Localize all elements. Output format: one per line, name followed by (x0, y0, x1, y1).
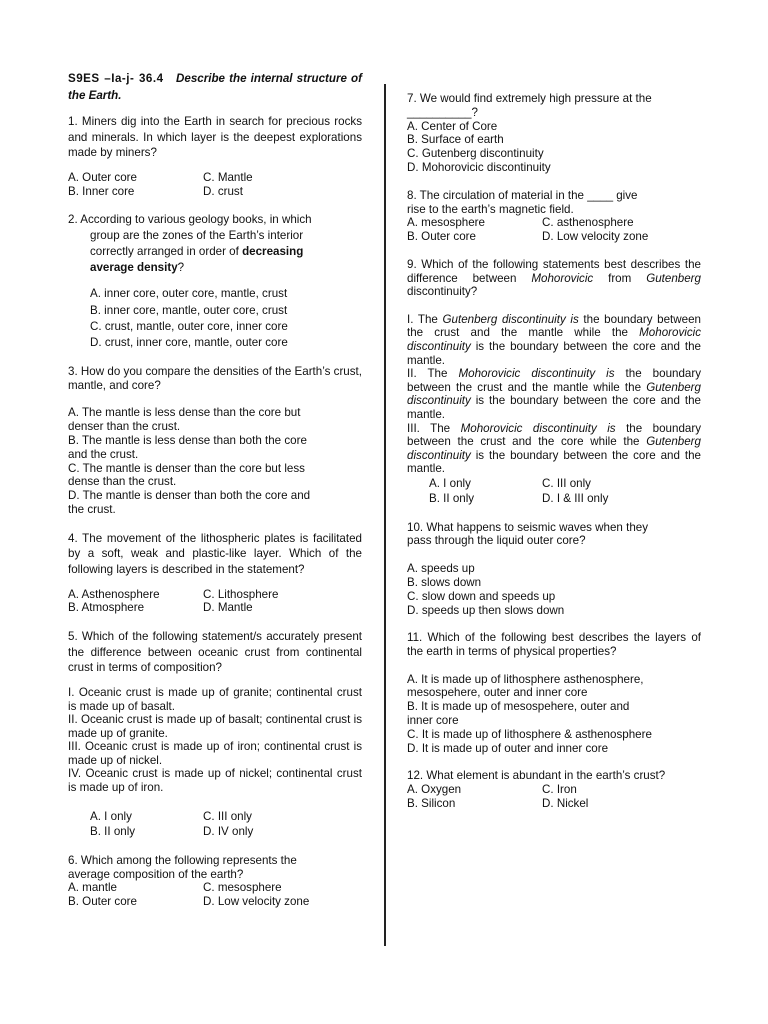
question-2-emphasis: average density (90, 261, 178, 275)
question-2-line: 2. According to various geology books, in which (68, 213, 312, 227)
question-2-line: correctly arranged in order of (90, 245, 243, 259)
choice-a-cont: mesospehere, outer and inner core (407, 686, 588, 700)
choice-b: B. Inner core (68, 184, 135, 198)
choice-d: D. Mantle (203, 601, 253, 615)
question-8-line: rise to the earth’s magnetic field. (407, 202, 574, 216)
statement-4: IV. Oceanic crust is made up of nickel; continental crust is made up of iron. (68, 767, 362, 795)
choice-c: C. Iron (542, 783, 577, 797)
question-6 (68, 854, 362, 909)
statement-italic: Mohorovicic discontinuity (407, 326, 701, 353)
question-4: 4. The movement of the lithospheric plates is facilitated by a soft, weak and plastic-like layer. Which of the following layers is described in the statement? (68, 531, 362, 576)
choice-d: D. crust, inner core, mantle, outer core (90, 335, 288, 349)
question-10-line: 10. What happens to seismic waves when they (407, 520, 649, 534)
choice-b: B. II only (429, 492, 475, 506)
statement-text: the boundary between the crust and the mantle while the (407, 312, 701, 340)
choice-c: C. slow down and speeds up (407, 589, 556, 603)
choice-b: B. The mantle is less dense than both the core (68, 433, 307, 447)
choice-a-cont: denser than the crust. (68, 420, 181, 434)
question-2 (68, 212, 362, 276)
question-9 (407, 258, 701, 299)
choice-c-cont: dense than the crust. (68, 475, 177, 489)
choice-d: D. speeds up then slows down (407, 603, 565, 617)
question-8-line: 8. The circulation of material in the ____ give (407, 188, 638, 202)
question-7-line: __________? (407, 105, 478, 119)
choice-d: D. crust (203, 184, 243, 198)
statement-text: III. The (407, 421, 461, 435)
choice-b-cont: and the crust. (68, 447, 139, 461)
statement-text: is the boundary between the core and the mantle. (407, 339, 701, 367)
choice-c: C. asthenosphere (542, 216, 634, 230)
choice-c: C. The mantle is denser than the core but less (68, 461, 305, 475)
statement-3: III. Oceanic crust is made up of iron; continental crust is made up of nickel. (68, 740, 362, 767)
question-8 (407, 189, 701, 244)
question-10-line: pass through the liquid outer core? (407, 534, 586, 548)
question-12: 12. What element is abundant in the earth’s crust? (407, 769, 666, 783)
choice-a: A. speeds up (407, 562, 475, 576)
choice-b: B. It is made up of mesospehere, outer and (407, 700, 630, 714)
choice-a: A. Outer core (68, 170, 137, 184)
question-2-line: group are the zones of the Earth’s interior (90, 229, 304, 243)
choice-a: A. It is made up of lithosphere asthenosphere, (407, 672, 644, 686)
question-9-statements (407, 313, 701, 476)
question-1-choices (68, 171, 362, 199)
choice-d: D. The mantle is denser than both the core and (68, 489, 311, 503)
choice-c: C. Lithosphere (203, 587, 279, 601)
question-4-choices (68, 588, 362, 616)
choice-a: A. I only (429, 476, 471, 490)
question-11: 11. Which of the following best describes the layers of the earth in terms of physical properties? (407, 631, 701, 659)
choice-c: C. III only (203, 809, 252, 823)
statement-2: II. Oceanic crust is made up of basalt; continental crust is made up of granite. (68, 713, 362, 740)
question-11-choices (407, 673, 701, 756)
statement-2 (407, 367, 701, 421)
choice-a: A. Oxygen (407, 783, 462, 797)
choice-d: D. IV only (203, 825, 254, 839)
choice-b: B. inner core, mantle, outer core, crust (90, 303, 288, 317)
question-9-text: from (593, 271, 647, 285)
choice-c: C. Gutenberg discontinuity (407, 147, 544, 161)
question-5: 5. Which of the following statement/s accurately present the difference between oceanic crust from continental crust in terms of composition? (68, 630, 362, 675)
question-6-line: average composition of the earth? (68, 867, 244, 881)
question-2-emphasis: decreasing (242, 245, 304, 259)
choice-a: A. Center of Core (407, 119, 498, 133)
choice-b: B. Outer core (407, 230, 476, 244)
question-3-choices (68, 406, 362, 516)
question-9-choices (407, 476, 701, 507)
question-10-choices (407, 562, 701, 617)
statement-italic: Gutenberg discontinuity is (442, 312, 579, 326)
choice-a: A. inner core, outer core, mantle, crust (90, 287, 288, 301)
choice-b: B. Silicon (407, 796, 456, 810)
competency-code: S9ES –Ia-j- 36.4 (68, 72, 164, 85)
statement-text: is the boundary between the core and the mantle. (407, 448, 701, 476)
choice-a: A. mantle (68, 881, 117, 895)
choice-c: C. mesosphere (203, 881, 282, 895)
column-divider (384, 84, 386, 946)
question-9-italic: Mohorovicic (531, 271, 594, 285)
question-9-text: discontinuity? (407, 285, 478, 299)
choice-b: B. Surface of earth (407, 133, 504, 147)
statement-italic: Mohorovicic discontinuity is (460, 421, 616, 435)
statement-italic: Gutenberg discontinuity (407, 435, 701, 462)
worksheet-title: Describe the internal structure of the Earth. (68, 72, 363, 102)
question-1: 1. Miners dig into the Earth in search for precious rocks and minerals. In which layer is the deepest explorations made by miners? (68, 115, 362, 160)
left-column (68, 70, 362, 909)
question-12-choices (407, 783, 701, 811)
statement-1: I. Oceanic crust is made up of granite; continental crust is made up of basalt. (68, 685, 362, 713)
worksheet-header (68, 70, 362, 104)
choice-c: C. Mantle (203, 170, 253, 184)
statement-italic: Mohorovicic discontinuity is (458, 367, 615, 381)
statement-text: the boundary between the crust and the mantle while the (407, 367, 702, 394)
choice-d: D. Nickel (542, 796, 589, 810)
question-9-italic: Gutenberg (646, 271, 701, 285)
choice-d-cont: the crust. (68, 502, 116, 516)
choice-a: A. I only (90, 809, 132, 823)
choice-d: D. Low velocity zone (203, 895, 310, 909)
choice-d: D. I & III only (542, 492, 609, 506)
choice-d: D. It is made up of outer and inner core (407, 741, 609, 755)
question-9-text: 9. Which of the following statements best describes the difference between (407, 257, 701, 285)
choice-b: B. slows down (407, 576, 482, 590)
choice-c: C. crust, mantle, outer core, inner core (90, 319, 288, 333)
choice-c: C. III only (542, 476, 591, 490)
choice-b: B. Outer core (68, 895, 137, 909)
choice-c: C. It is made up of lithosphere & asthenosphere (407, 727, 652, 741)
choice-a: A. Asthenosphere (68, 587, 160, 601)
statement-3 (407, 422, 701, 476)
choice-b: B. Atmosphere (68, 601, 145, 615)
choice-d: D. Low velocity zone (542, 230, 649, 244)
question-5-choices (68, 809, 362, 840)
question-10 (407, 521, 701, 549)
question-2-choices (68, 286, 362, 351)
choice-a: A. mesosphere (407, 216, 485, 230)
statement-text: I. The (407, 312, 443, 326)
question-7 (407, 92, 701, 175)
statement-italic: Gutenberg discontinuity (407, 380, 701, 408)
choice-b: B. II only (90, 825, 136, 839)
statement-1 (407, 313, 701, 367)
question-3: 3. How do you compare the densities of the Earth’s crust, mantle, and core? (68, 365, 362, 392)
choice-b-cont: inner core (407, 714, 459, 728)
question-6-line: 6. Which among the following represents the (68, 853, 297, 867)
question-5-statements (68, 686, 362, 795)
question-7-line: 7. We would find extremely high pressure at the (407, 92, 652, 105)
question-2-line: ? (177, 261, 185, 275)
choice-a: A. The mantle is less dense than the core but (68, 406, 301, 420)
choice-d: D. Mohorovicic discontinuity (407, 160, 551, 174)
statement-text: is the boundary between the core and the mantle. (407, 394, 701, 421)
right-column (407, 92, 701, 811)
statement-text: II. The (407, 367, 459, 381)
statement-text: the boundary between the crust and the core while the (407, 421, 702, 449)
